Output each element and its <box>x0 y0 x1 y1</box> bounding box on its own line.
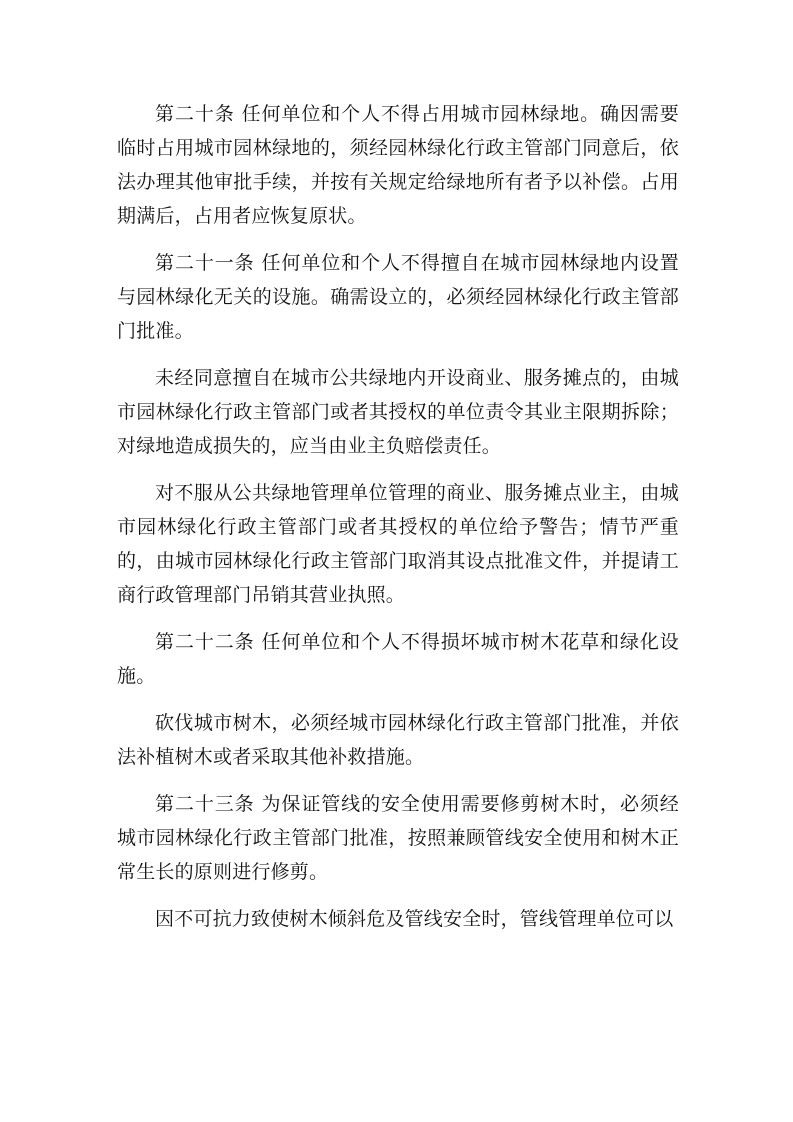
article-20-paragraph: 第二十条 任何单位和个人不得占用城市园林绿地。确因需要临时占用城市园林绿地的，须经园林绿化行政主管部门同意后，依法办理其他审批手续，并按有关规定给绿地所有者予以补偿。占用期满后，占用者应恢复原状。 <box>117 103 679 227</box>
article-22-paragraph: 第二十二条 任何单位和个人不得损坏城市树木花草和绿化设施。 <box>117 631 679 687</box>
force-majeure-paragraph: 因不可抗力致使树木倾斜危及管线安全时，管线管理单位可以 <box>155 908 674 930</box>
document-body <box>117 97 679 949</box>
article-21-paragraph: 第二十一条 任何单位和个人不得擅自在城市园林绿地内设置与园林绿化无关的设施。确需设立的，必须经园林绿化行政主管部门批准。 <box>117 252 679 342</box>
tree-felling-paragraph: 砍伐城市树木，必须经城市园林绿化行政主管部门批准，并依法补植树木或者采取其他补救措施。 <box>117 712 679 768</box>
unauthorized-stall-paragraph: 未经同意擅自在城市公共绿地内开设商业、服务摊点的，由城市园林绿化行政主管部门或者其授权的单位责令其业主限期拆除；对绿地造成损失的，应当由业主负赔偿责任。 <box>117 367 679 457</box>
stall-owner-warning-paragraph: 对不服从公共绿地管理单位管理的商业、服务摊点业主，由城市园林绿化行政主管部门或者其授权的单位给予警告；情节严重的，由城市园林绿化行政主管部门取消其设点批准文件，并提请工商行政管理部门吊销其营业执照。 <box>117 482 679 606</box>
article-23-paragraph: 第二十三条 为保证管线的安全使用需要修剪树木时，必须经城市园林绿化行政主管部门批准，按照兼顾管线安全使用和树木正常生长的原则进行修剪。 <box>117 793 679 883</box>
